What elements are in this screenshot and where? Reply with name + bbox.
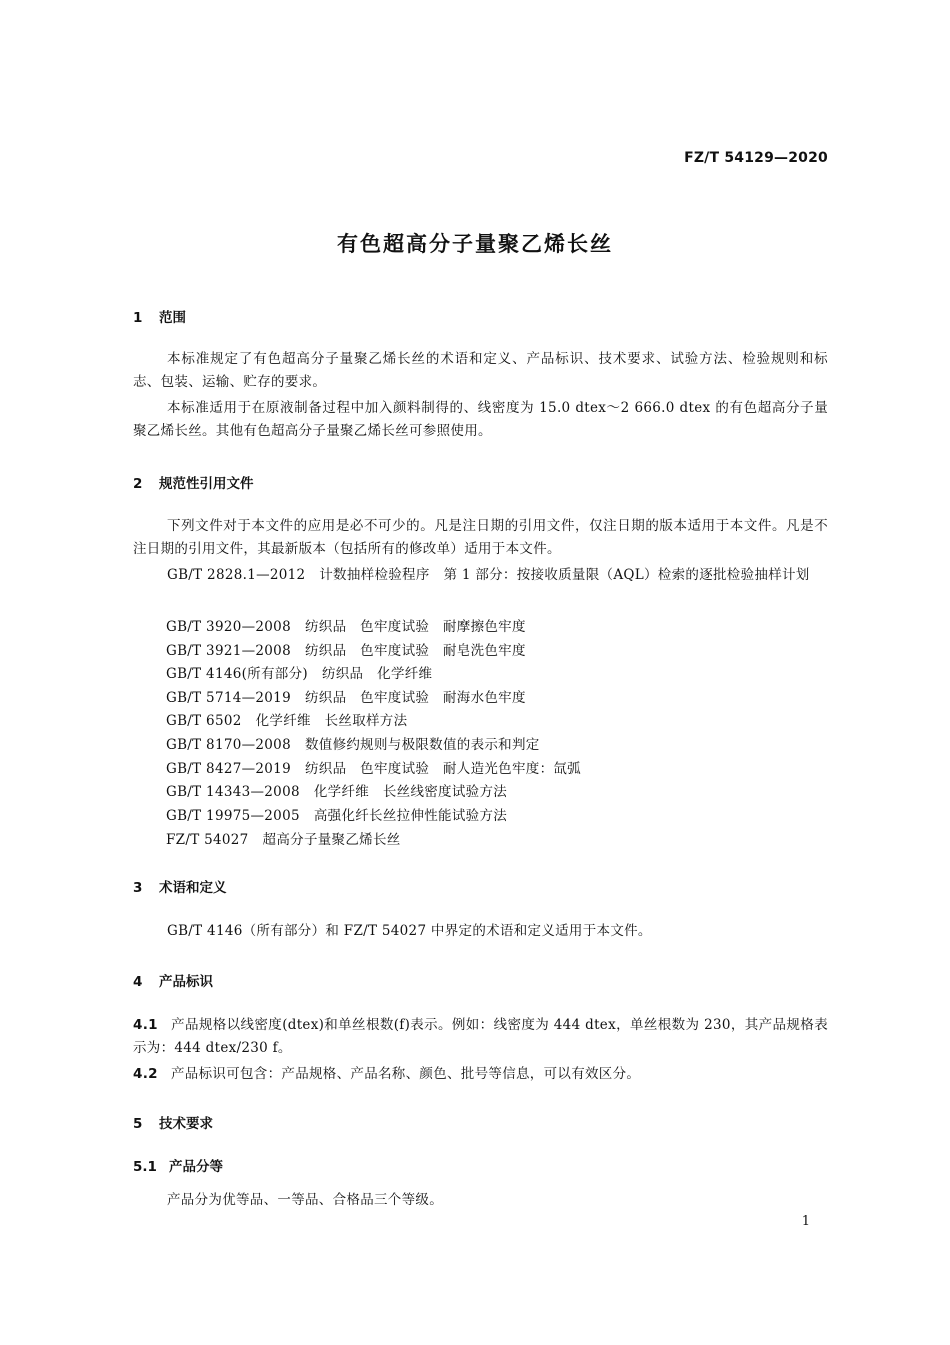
subsection-5-1-heading (133, 1155, 223, 1175)
section-1-paragraph-1: 本标准规定了有色超高分子量聚乙烯长丝的术语和定义、产品标识、技术要求、试验方法、检验规则和标志、包装、运输、贮存的要求。 (133, 351, 828, 390)
reference-item (166, 709, 407, 729)
reference-code: GB/T 8427—2019 (166, 761, 291, 777)
reference-item (166, 686, 526, 706)
reference-title: 超高分子量聚乙烯长丝 (262, 832, 401, 848)
section-number: 4 (133, 974, 143, 990)
reference-item (166, 828, 401, 848)
section-title: 范围 (159, 310, 186, 326)
reference-title: 纺织品 色牢度试验 耐海水色牢度 (304, 690, 526, 706)
section-number: 1 (133, 310, 143, 326)
subsection-number: 5.1 (133, 1159, 157, 1175)
reference-code: GB/T 6502 (166, 713, 242, 729)
clause-text: 产品规格以线密度(dtex)和单丝根数(f)表示。例如：线密度为 444 dtex，单丝根数为 230，其产品规格表示为：444 dtex/230 f。 (133, 1017, 828, 1056)
section-1-paragraph-2: 本标准适用于在原液制备过程中加入颜料制得的、线密度为 15.0 dtex～2 666.0 dtex 的有色超高分子量聚乙烯长丝。其他有色超高分子量聚乙烯长丝可参照使用。 (133, 400, 828, 439)
section-title: 产品标识 (159, 974, 213, 990)
reference-item (166, 639, 526, 659)
section-title: 技术要求 (159, 1116, 213, 1132)
reference-code: GB/T 8170—2008 (166, 737, 291, 753)
subsection-title: 产品分等 (169, 1159, 223, 1175)
reference-item (166, 780, 507, 800)
clause-number: 4.1 (133, 1017, 158, 1033)
reference-item (166, 615, 526, 635)
reference-title: 高强化纤长丝拉伸性能试验方法 (313, 808, 508, 824)
subsection-5-1-paragraph: 产品分为优等品、一等品、合格品三个等级。 (167, 1192, 443, 1208)
clause-text: 产品标识可包含：产品规格、产品名称、颜色、批号等信息，可以有效区分。 (171, 1066, 641, 1082)
reference-code: GB/T 14343—2008 (166, 784, 300, 800)
reference-title: 纺织品 色牢度试验 耐人造光色牢度：氙弧 (304, 761, 581, 777)
reference-title: 化学纤维 长丝线密度试验方法 (313, 784, 508, 800)
clause-number: 4.2 (133, 1066, 158, 1082)
section-number: 2 (133, 476, 143, 492)
reference-code: FZ/T 54027 (166, 832, 249, 848)
reference-item (166, 757, 581, 777)
document-title: 有色超高分子量聚乙烯长丝 (337, 232, 613, 256)
section-5-heading (133, 1112, 213, 1132)
reference-item (166, 733, 540, 753)
clause-4-2 (133, 1063, 828, 1086)
standard-code: FZ/T 54129—2020 (684, 150, 828, 166)
reference-item-first: GB/T 2828.1—2012 计数抽样检验程序 第 1 部分：按接收质量限（AQL）检索的逐批检验抽样计划 (167, 567, 810, 583)
reference-title: 数值修约规则与极限数值的表示和判定 (304, 737, 540, 753)
reference-code: GB/T 19975—2005 (166, 808, 300, 824)
reference-title: 化学纤维 长丝取样方法 (255, 713, 408, 729)
reference-title: 纺织品 色牢度试验 耐摩擦色牢度 (304, 619, 526, 635)
section-1-heading (133, 306, 186, 326)
section-3-paragraph: GB/T 4146（所有部分）和 FZ/T 54027 中界定的术语和定义适用于本文件。 (167, 923, 652, 939)
reference-title: 纺织品 色牢度试验 耐皂洗色牢度 (304, 643, 526, 659)
section-number: 3 (133, 880, 143, 896)
reference-item (166, 662, 432, 682)
reference-title: 纺织品 化学纤维 (321, 666, 433, 682)
reference-code: GB/T 3921—2008 (166, 643, 291, 659)
section-3-heading (133, 876, 227, 896)
reference-code: GB/T 5714—2019 (166, 690, 291, 706)
section-2-intro: 下列文件对于本文件的应用是必不可少的。凡是注日期的引用文件，仅注日期的版本适用于本文件。凡是不注日期的引用文件，其最新版本（包括所有的修改单）适用于本文件。 (133, 518, 828, 557)
clause-4-1 (133, 1014, 828, 1060)
section-2-heading (133, 472, 254, 492)
section-4-heading (133, 970, 213, 990)
section-title: 术语和定义 (159, 880, 227, 896)
section-title: 规范性引用文件 (159, 476, 254, 492)
reference-code: GB/T 4146(所有部分) (166, 666, 308, 682)
reference-code: GB/T 3920—2008 (166, 619, 291, 635)
page-number: 1 (801, 1214, 810, 1229)
reference-item (166, 804, 507, 824)
section-number: 5 (133, 1116, 143, 1132)
